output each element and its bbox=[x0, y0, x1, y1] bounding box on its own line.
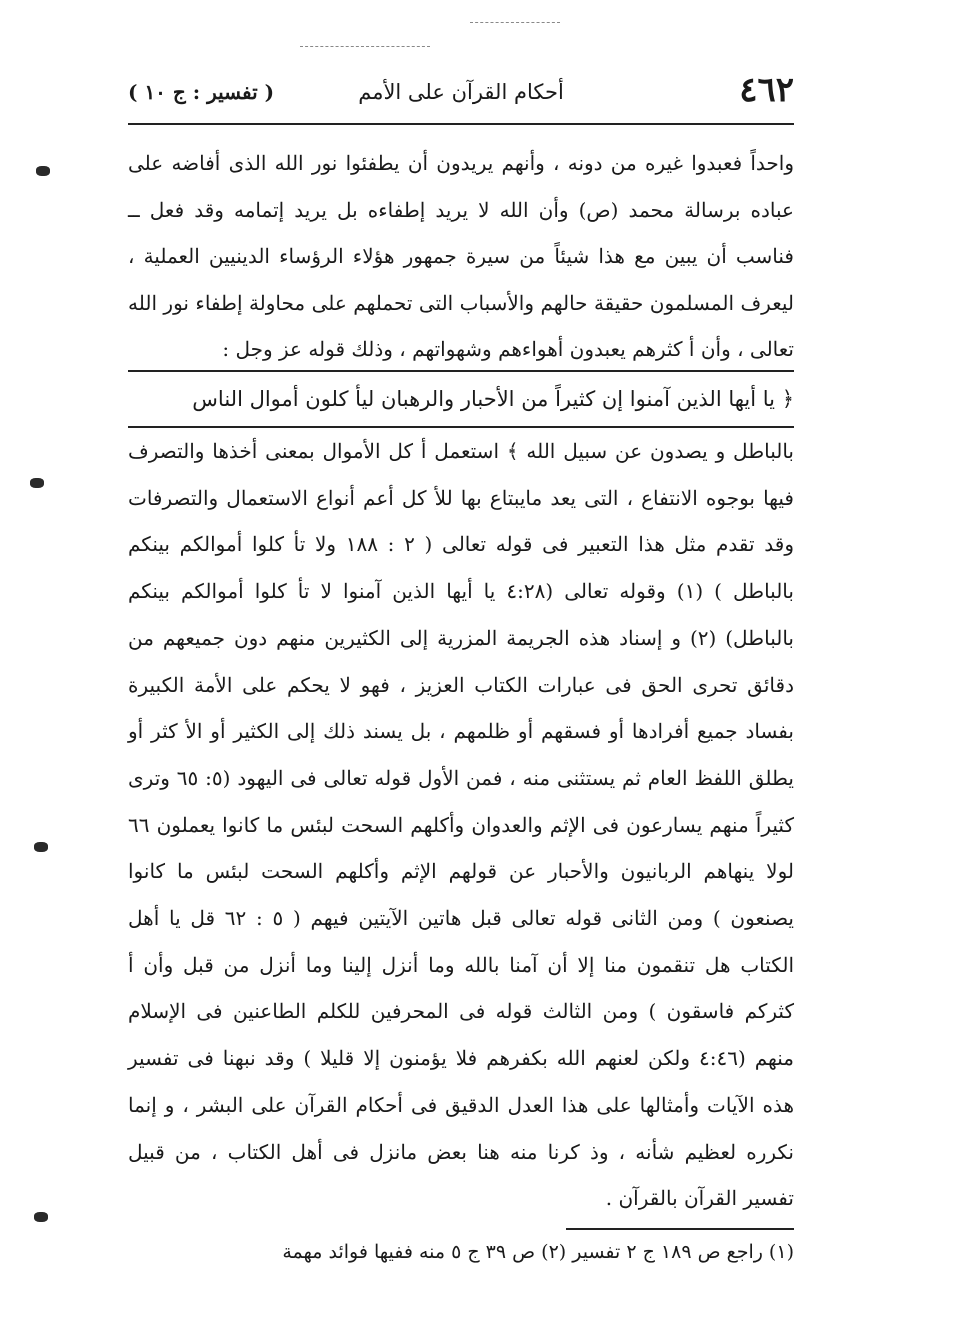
footnote-rule bbox=[566, 1228, 794, 1230]
footnote: (١) راجع ص ١٨٩ ج ٢ تفسير (٢) ص ٣٩ ج ٥ منه ففيها فوائد مهمة bbox=[282, 1241, 794, 1263]
margin-mark bbox=[30, 478, 44, 488]
running-title: أحكام القرآن على الأمم bbox=[358, 80, 564, 104]
margin-mark bbox=[36, 166, 50, 176]
scan-artifact bbox=[470, 22, 560, 24]
scan-artifact bbox=[300, 46, 430, 48]
running-reference: ( تفسير : ج ١٠ ) bbox=[128, 80, 275, 104]
paragraph-intro bbox=[128, 140, 794, 373]
margin-mark bbox=[34, 1212, 48, 1222]
paragraph-commentary bbox=[128, 428, 794, 1222]
margin-mark bbox=[34, 842, 48, 852]
page-number: ٤٦٢ bbox=[739, 70, 794, 110]
header-rule bbox=[128, 123, 794, 125]
paragraph-text: واحداً فعبدوا غيره من دونه ، وأنهم يريدون أن يطفئوا نور الله الذى أفاضه على عباده برسالة محمد (ص) وأن الله لا يريد إطفاءه بل يريد إتمامه وقد فعل ــ فناسب أن يبين مع هذا شيئاً من سيرة جمهور هؤلاء الرؤساء الدينيين العملية ، ليعرف المسلمون حقيقة حالهم والأسباب التى تحملهم على محاولة إطفاء نور الله تعالى ، وأن أ كثرهم يعبدون أهواءهم وشهواتهم ، وذلك قوله عز وجل : bbox=[128, 151, 795, 361]
quran-verse: ﴿ يا أيها الذين آمنوا إن كثيراً من الأحبار والرهبان ليأ كلون أموال الناس bbox=[192, 387, 794, 411]
paragraph-text: بالباطل و يصدون عن سبيل الله ﴾ استعمل أ كل الأموال بمعنى أخذها والتصرف فيها بوجوه الانتفاع ، التى يعد مايبتاع بها للأ كل أعم أنواع الاستعمال والتصرفات وقد تقدم مثل هذا التعبير فى قوله تعالى ( ٢ : ١٨٨ ولا تأ كلوا أموالكم بينكم بالباطل ) (١) وقوله تعالى (٤:٢٨ يا أيها الذين آمنوا لا تأ كلوا أموالكم بينكم بالباطل) (٢) و إسناد هذه الجريمة المزرية إلى الكثيرين منهم دون جميعهم من دقائق تحرى الحق فى عبارات الكتاب العزيز ، فهو لا يحكم على الأمة الكبيرة بفساد جميع أفرادها أو فسقهم أو ظلمهم ، بل يسند ذلك إلى الكثير أو الأ كثر أو يطلق اللفظ العام ثم يستثنى منه ، فمن الأول قوله تعالى فى اليهود (٥: ٦٥ وترى كثيراً منهم يسارعون فى الإثم والعدوان وأكلهم السحت لبئس ما كانوا يعملون ٦٦ لولا ينهاهم الربانيون والأحبار عن قولهم الإثم وأكلهم السحت لبئس ما كانوا يصنعون ) ومن الثانى قوله تعالى قبل هاتين الآيتين فيهم ( ٥ : ٦٢ قل يا أهل الكتاب هل تنقمون منا إلا أن آمنا بالله وما أنزل إلينا وما أنزل من قبل وأن أ كثركم فاسقون ) ومن الثالث قوله فى المحرفين للكلم الطاعنين فى الإسلام منهم (٤:٤٦ ولكن لعنهم الله بكفرهم فلا يؤمنون إلا قليلا ) وقد نبهنا فى تفسير هذه الآيات وأمثالها على هذا العدل الدقيق فى أحكام القرآن على البشر ، و إنما نكرره لعظيم شأنه ، وذ كرنا منه هنا بعض مانزل فى أهل الكتاب ، من قبيل تفسير القرآن بالقرآن . bbox=[128, 439, 795, 1211]
page-header bbox=[128, 70, 794, 122]
verse-rule-top bbox=[128, 370, 794, 372]
